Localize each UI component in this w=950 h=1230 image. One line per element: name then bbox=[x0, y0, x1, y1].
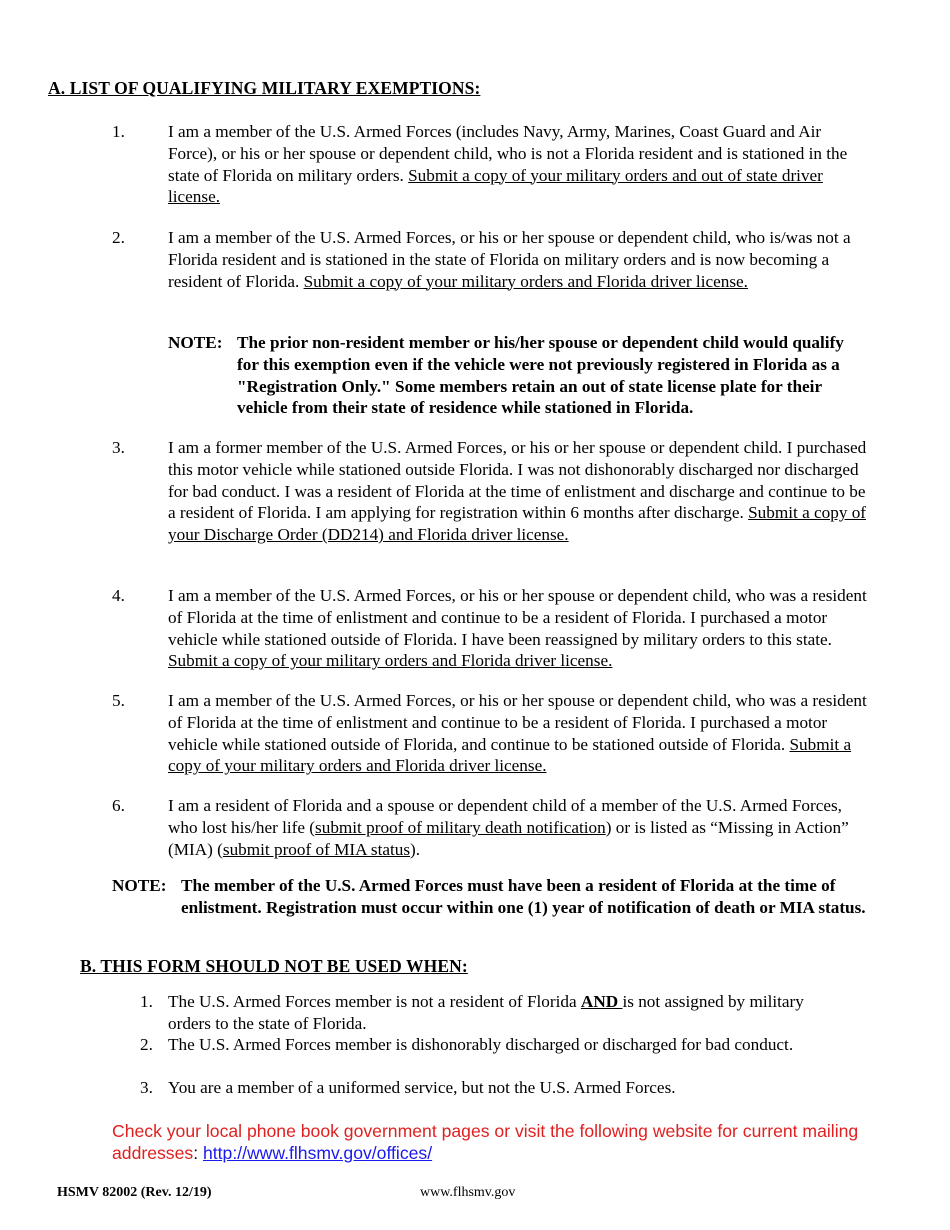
item-text: I am a member of the U.S. Armed Forces, or his or her spouse or dependent child, who was a resident of Florida at the time of enlistment and continue to be a resident of Florida. I purchased a motor vehicle while stationed outside of Florida, and continue to be stationed outside of Florida. bbox=[168, 691, 867, 754]
item-text: I am a former member of the U.S. Armed Forces, or his or her spouse or dependent child. I purchased this motor vehicle while stationed outside Florida. I was not dishonorably discharged nor discharged for bad conduct. I was a resident of Florida at the time of enlistment and discharge and continue to be a resident of Florida. I am applying for registration within 6 months after discharge. bbox=[168, 438, 867, 523]
offices-link[interactable]: http://www.flhsmv.gov/offices/ bbox=[202, 1143, 433, 1163]
item-number: 6. bbox=[112, 796, 125, 815]
item-instruction: submit proof of MIA status bbox=[222, 839, 411, 859]
item-text: I am a resident of Florida and a spouse or dependent child of a member of the U.S. Armed Forces, who lost his/her life ( bbox=[168, 796, 842, 837]
item-instruction: Submit a copy of your military orders and out of state driver license. bbox=[168, 165, 823, 207]
item-instruction: Submit a copy of your military orders and Florida driver license. bbox=[168, 734, 852, 776]
item-instruction: submit proof of military death notification bbox=[315, 817, 606, 837]
item-text: ). bbox=[410, 839, 421, 859]
list-item bbox=[112, 227, 872, 292]
list-item bbox=[112, 795, 872, 860]
list-item bbox=[112, 437, 872, 546]
item-text: I am a member of the U.S. Armed Forces, or his or her spouse or dependent child, who was a resident of Florida at the time of enlistment and continue to be a resident of Florida. I purchased a motor vehicle while stationed outside of Florida. I have been reassigned by military orders to this state. bbox=[168, 586, 867, 649]
item-number: 5. bbox=[112, 691, 125, 710]
form-id: HSMV 82002 (Rev. 12/19) bbox=[57, 1185, 212, 1200]
item-number: 4. bbox=[112, 586, 125, 605]
notice-colon: : bbox=[193, 1143, 203, 1163]
notice-text: Check your local phone book government pages or visit the following website for current mailing addresses bbox=[112, 1121, 859, 1163]
item-instruction: Submit a copy of your military orders and Florida driver license. bbox=[168, 651, 613, 671]
list-item bbox=[112, 585, 872, 672]
item-number: 2. bbox=[140, 1035, 153, 1054]
item-text: is not assigned by military orders to the state of Florida. bbox=[168, 992, 804, 1033]
item-number: 1. bbox=[140, 992, 153, 1011]
list-item bbox=[112, 121, 872, 208]
item-text: I am a member of the U.S. Armed Forces, or his or her spouse or dependent child, who is/was not a Florida resident and is stationed in the state of Florida on military orders and is now becoming a resident of Florida. bbox=[168, 228, 851, 291]
note-text: The prior non-resident member or his/her spouse or dependent child would qualify for this exemption even if the vehicle were not previously registered in Florida as a "Registration Only." Some members retain an out of state license plate for their vehicle from their state of residence while stationed in Florida. bbox=[237, 333, 844, 418]
item-text: The U.S. Armed Forces member is not a resident of Florida bbox=[168, 992, 581, 1011]
note-text: The member of the U.S. Armed Forces must have been a resident of Florida at the time of enlistment. Registration must occur within one (1) year of notification of death or MIA status. bbox=[181, 876, 866, 917]
item-number: 2. bbox=[112, 228, 125, 247]
offices-notice bbox=[112, 1120, 872, 1164]
item-number: 3. bbox=[140, 1078, 153, 1097]
item-instruction: Submit a copy of your Discharge Order (DD214) and Florida driver license. bbox=[168, 503, 867, 545]
item-text: I am a member of the U.S. Armed Forces (includes Navy, Army, Marines, Coast Guard and Air Force), or his or her spouse or dependent child, who is not a Florida resident and is stationed in the state of Florida on military orders. bbox=[168, 122, 848, 185]
note-label: NOTE: bbox=[112, 876, 167, 895]
list-item bbox=[112, 690, 872, 777]
section-a-heading: A. LIST OF QUALIFYING MILITARY EXEMPTIONS: bbox=[48, 78, 481, 98]
note-block bbox=[112, 875, 877, 919]
item-text: You are a member of a uniformed service, but not the U.S. Armed Forces. bbox=[168, 1078, 676, 1097]
emphasis-text: AND bbox=[580, 992, 623, 1011]
list-item bbox=[140, 1077, 840, 1099]
section-b-heading: B. THIS FORM SHOULD NOT BE USED WHEN: bbox=[80, 956, 468, 976]
list-item bbox=[140, 1034, 840, 1056]
footer-website: www.flhsmv.gov bbox=[420, 1185, 516, 1200]
note-block bbox=[168, 332, 868, 419]
note-label: NOTE: bbox=[168, 333, 223, 352]
item-instruction: Submit a copy of your military orders and Florida driver license. bbox=[303, 271, 748, 291]
item-number: 3. bbox=[112, 438, 125, 457]
item-text: The U.S. Armed Forces member is dishonorably discharged or discharged for bad conduct. bbox=[168, 1035, 794, 1054]
item-text: ) or is listed as “Missing in Action” (MIA) ( bbox=[168, 817, 849, 859]
item-number: 1. bbox=[112, 122, 125, 141]
list-item bbox=[140, 991, 840, 1035]
